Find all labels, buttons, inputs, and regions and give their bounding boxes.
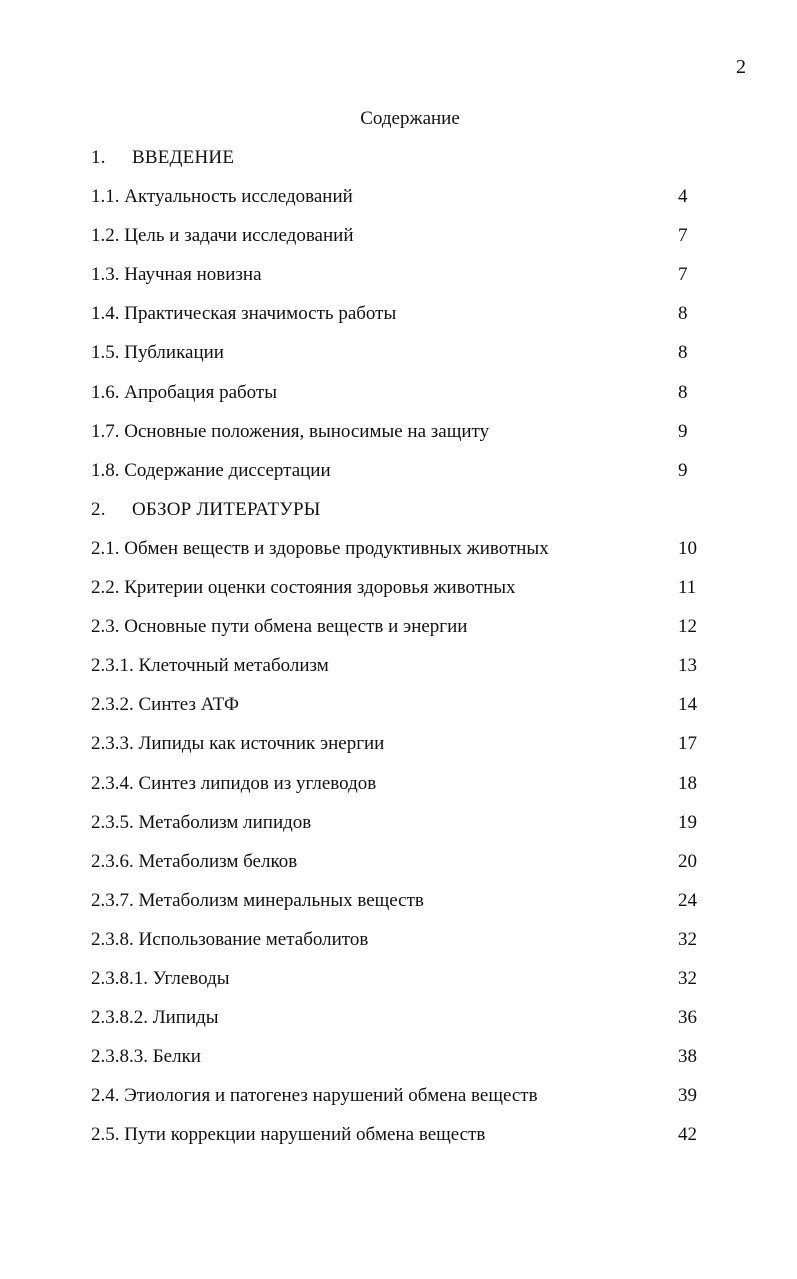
toc-entry-label [91,339,224,367]
toc-entry-number: 1. [91,147,106,168]
toc-entry-number: 1.2. [91,225,120,247]
toc-entry-text: Использование метаболитов [138,928,369,950]
toc-entry-number: 2.4. [91,1085,120,1107]
toc-entry-page: 32 [678,928,697,950]
toc-entry-label [91,691,239,719]
toc-entry-label [91,183,353,211]
toc-entry-label [91,965,230,993]
toc-entry-text: Основные положения, выносимые на защиту [124,420,490,442]
toc-entry-text: Липиды как источник энергии [138,733,385,755]
toc-entry-text: Пути коррекции нарушений обмена веществ [124,1124,486,1146]
toc-entry-number: 2.5. [91,1124,120,1146]
toc-entry [91,183,711,222]
toc-entry-number: 2.3.7. [91,889,134,911]
toc-entry [91,418,711,457]
toc-entry-label [91,496,321,524]
toc-entry-page: 24 [678,889,697,911]
toc-entry-number: 2.3.3. [91,733,134,755]
toc-entry [91,222,711,261]
toc-entry-page: 32 [678,967,697,989]
toc-entry [91,613,711,652]
toc-entry [91,1043,711,1082]
toc-entry-page: 19 [678,811,697,833]
toc-entry-number: 1.1. [91,186,120,208]
toc-entry-text: Цель и задачи исследований [124,225,354,247]
toc-entry-label [91,300,396,328]
toc-entry-label [91,574,516,602]
toc-entry-label [91,613,467,641]
toc-entry-page: 38 [678,1046,697,1068]
toc-entry [91,339,711,378]
toc-entry-text: Метаболизм минеральных веществ [138,889,424,911]
toc-entry-label [91,535,549,563]
toc-entry-page: 11 [678,577,697,599]
toc-entry-label [91,848,297,876]
toc-section-heading [91,144,711,183]
toc-entry [91,379,711,418]
toc-entry-number: 1.7. [91,420,120,442]
toc-entry-page: 8 [678,342,688,364]
toc-entry-number: 2.3.5. [91,811,134,833]
toc-entry-page: 39 [678,1085,697,1107]
toc-entry-label [91,418,489,446]
toc-entry [91,691,711,730]
toc-entry-number: 2.3.8.1. [91,967,148,989]
toc-entry-page: 36 [678,1007,697,1029]
toc-entry-text: Научная новизна [124,264,262,286]
toc-entry-label [91,222,354,250]
toc-entry-page: 13 [678,655,697,677]
toc-entry-text: Содержание диссертации [124,459,331,481]
toc-entry-page: 4 [678,186,688,208]
toc-entry-page: 42 [678,1124,697,1146]
toc-entry-label [91,1082,538,1110]
toc-entry-page: 10 [678,537,697,559]
toc-entry-page: 20 [678,850,697,872]
toc-entry-number: 2.3. [91,616,120,638]
toc-entry-text: Синтез липидов из углеводов [138,772,377,794]
toc-entry [91,770,711,809]
toc-entry-label [91,261,262,289]
toc-entry-page: 17 [678,733,697,755]
toc-entry-page: 9 [678,420,688,442]
page-number: 2 [736,56,746,78]
toc-entry-label [91,1043,201,1071]
toc-entry-text: Апробация работы [124,381,277,403]
toc-entry-number: 1.6. [91,381,120,403]
page-title: Содержание [360,108,460,129]
toc-entry-label [91,652,329,680]
toc-entry-page: 9 [678,459,688,481]
toc-entry-page: 7 [678,225,688,247]
toc-entry-number: 1.5. [91,342,120,364]
toc-entry [91,535,711,574]
toc-entry-text: Липиды [152,1007,219,1029]
toc-entry-label [91,926,368,954]
toc-entry-number: 2. [91,498,106,520]
toc-entry-text: Углеводы [152,967,230,989]
toc-entry [91,574,711,613]
toc-entry-number: 2.3.8.3. [91,1046,148,1068]
toc-entry-label [91,809,311,837]
toc-entry-text: Метаболизм белков [138,850,298,872]
toc-entry [91,300,711,339]
toc-entry [91,457,711,496]
table-of-contents [91,144,711,1160]
toc-entry [91,848,711,887]
toc-entry-number: 2.3.8. [91,928,134,950]
toc-entry-number: 1.8. [91,459,120,481]
toc-entry-page: 18 [678,772,697,794]
toc-entry-page: 14 [678,694,697,716]
toc-entry-number: 2.3.4. [91,772,134,794]
toc-entry-text: Публикации [124,342,224,364]
toc-entry [91,730,711,769]
toc-entry-text: Клеточный метаболизм [138,655,329,677]
toc-entry-page: 12 [678,616,697,638]
toc-entry-label [91,770,376,798]
toc-entry-number: 1.3. [91,264,120,286]
toc-entry-text: Обмен веществ и здоровье продуктивных животных [124,537,549,559]
toc-entry [91,261,711,300]
toc-entry-number: 2.3.8.2. [91,1007,148,1029]
toc-entry [91,1082,711,1121]
toc-entry-label [91,144,234,172]
toc-entry-number: 1.4. [91,303,120,325]
toc-entry-text: ВВЕДЕНИЕ [131,147,235,168]
toc-entry-text: Этиология и патогенез нарушений обмена веществ [124,1085,538,1107]
toc-entry-page: 8 [678,303,688,325]
toc-entry-text: Актуальность исследований [124,186,353,208]
toc-entry-text: Метаболизм липидов [138,811,312,833]
toc-entry-text: Практическая значимость работы [124,303,397,325]
toc-entry-text: Критерии оценки состояния здоровья животных [124,577,516,599]
toc-entry-page: 7 [678,264,688,286]
toc-entry [91,1121,711,1160]
toc-entry [91,1004,711,1043]
toc-entry-number: 2.3.2. [91,694,134,716]
toc-entry [91,926,711,965]
toc-entry-label [91,379,277,407]
toc-entry [91,652,711,691]
toc-entry [91,809,711,848]
toc-entry-label [91,887,424,915]
toc-entry-number: 2.1. [91,537,120,559]
toc-section-heading [91,496,711,535]
toc-entry-text: Белки [152,1046,201,1068]
toc-entry-text: Синтез АТФ [138,694,239,716]
toc-entry-label [91,730,384,758]
toc-entry-label [91,1121,485,1149]
toc-entry-number: 2.3.6. [91,850,134,872]
toc-entry-text: ОБЗОР ЛИТЕРАТУРЫ [131,498,321,520]
toc-entry [91,887,711,926]
toc-entry-number: 2.2. [91,577,120,599]
toc-entry-page: 8 [678,381,688,403]
toc-entry-label [91,1004,219,1032]
toc-entry-number: 2.3.1. [91,655,134,677]
toc-entry-text: Основные пути обмена веществ и энергии [124,616,468,638]
toc-entry [91,965,711,1004]
toc-entry-label [91,457,331,485]
